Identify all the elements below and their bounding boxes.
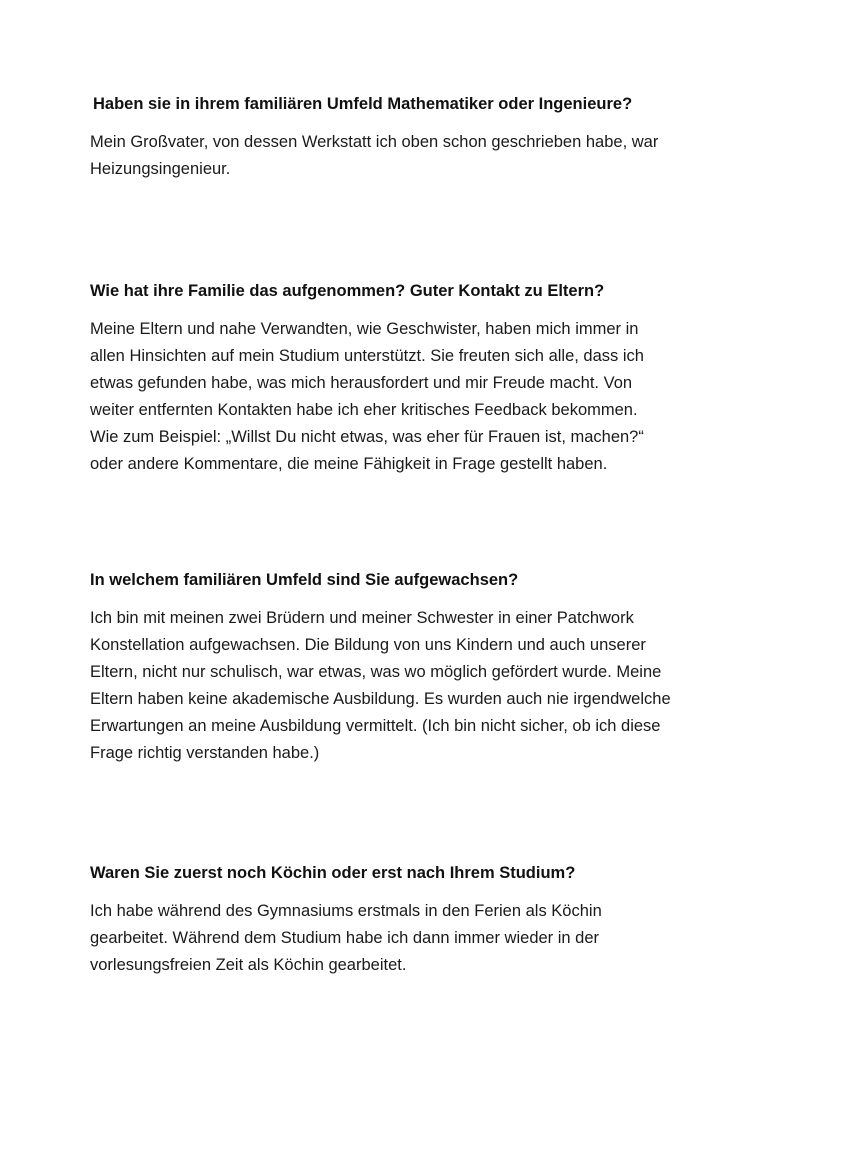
qa-section-cook [90, 862, 770, 979]
answer-line: Mein Großvater, von dessen Werkstatt ich oben schon geschrieben habe, war [90, 133, 659, 151]
answer-line: Wie zum Beispiel: „Willst Du nicht etwas, was eher für Frauen ist, machen?“ [90, 428, 644, 446]
question-heading: Waren Sie zuerst noch Köchin oder erst nach Ihrem Studium? [90, 864, 576, 882]
answer-paragraph [90, 898, 770, 979]
answer-line: Konstellation aufgewachsen. Die Bildung von uns Kindern und auch unserer [90, 636, 646, 654]
answer-line: oder andere Kommentare, die meine Fähigkeit in Frage gestellt haben. [90, 455, 608, 473]
answer-line: Heizungsingenieur. [90, 160, 231, 178]
answer-line: vorlesungsfreien Zeit als Köchin gearbeitet. [90, 956, 407, 974]
answer-line: allen Hinsichten auf mein Studium unterstützt. Sie freuten sich alle, dass ich [90, 347, 644, 365]
answer-line: Eltern, nicht nur schulisch, war etwas, was wo möglich gefördert wurde. Meine [90, 663, 662, 681]
question-heading: Wie hat ihre Familie das aufgenommen? Guter Kontakt zu Eltern? [90, 282, 605, 300]
answer-paragraph [90, 316, 770, 478]
answer-line: Ich habe während des Gymnasiums erstmals in den Ferien als Köchin [90, 902, 602, 920]
answer-line: Meine Eltern und nahe Verwandten, wie Geschwister, haben mich immer in [90, 320, 639, 338]
answer-paragraph [90, 129, 770, 183]
answer-paragraph [90, 605, 770, 767]
qa-section-upbringing [90, 569, 770, 767]
answer-line: Eltern haben keine akademische Ausbildung. Es wurden auch nie irgendwelche [90, 690, 671, 708]
qa-section-family-reaction [90, 280, 770, 478]
answer-line: etwas gefunden habe, was mich herausfordert und mir Freude macht. Von [90, 374, 633, 392]
answer-line: Frage richtig verstanden habe.) [90, 744, 320, 762]
answer-line: weiter entfernten Kontakten habe ich eher kritisches Feedback bekommen. [90, 401, 638, 419]
qa-section-grandfather [90, 93, 770, 183]
question-heading: In welchem familiären Umfeld sind Sie aufgewachsen? [90, 571, 519, 589]
answer-line: gearbeitet. Während dem Studium habe ich dann immer wieder in der [90, 929, 600, 947]
question-heading: Haben sie in ihrem familiären Umfeld Mathematiker oder Ingenieure? [93, 95, 633, 113]
answer-line: Erwartungen an meine Ausbildung vermittelt. (Ich bin nicht sicher, ob ich diese [90, 717, 661, 735]
answer-line: Ich bin mit meinen zwei Brüdern und meiner Schwester in einer Patchwork [90, 609, 634, 627]
